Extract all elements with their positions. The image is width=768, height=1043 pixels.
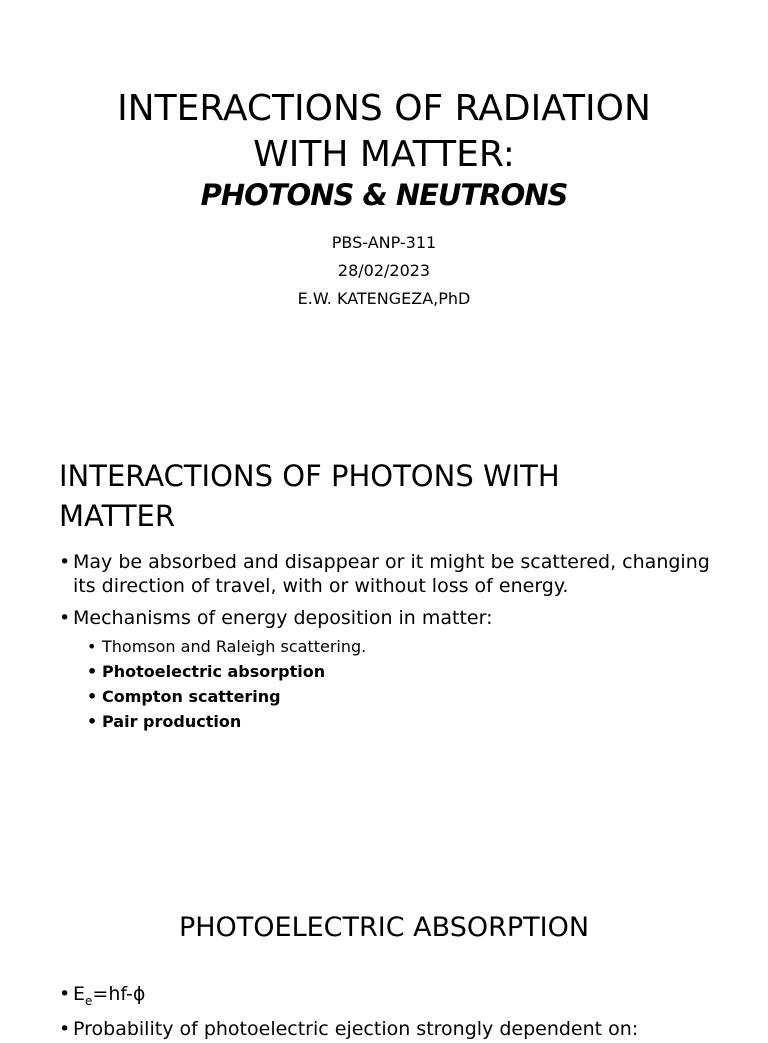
- equation-subscript: e: [85, 993, 93, 1008]
- title-meta: [0, 229, 768, 313]
- mechanism-item: • Thomson and Raleigh scattering.: [87, 634, 729, 659]
- slide-title: PHOTOELECTRIC ABSORPTION: [178, 912, 590, 943]
- bullet-list: [59, 550, 729, 742]
- photoelectric-slide: [0, 864, 768, 1040]
- equation-rhs: =hf-ϕ: [92, 983, 146, 1005]
- presentation-title: [0, 86, 768, 178]
- mechanism-list: [87, 634, 729, 734]
- bullet-item: • May be absorbed and disappear or it might be scattered, changing its direction of travel, with or without loss of energy.: [59, 550, 729, 598]
- course-code: PBS-ANP-311: [331, 233, 437, 252]
- bullet-list: [59, 980, 739, 1043]
- mechanism-item: • Compton scattering: [87, 684, 729, 709]
- photon-interactions-slide: [0, 432, 768, 864]
- bullet-item: [59, 606, 729, 734]
- equation-bullet: [59, 980, 739, 1015]
- mechanism-item: • Photoelectric absorption: [87, 659, 729, 684]
- equation-symbol: E: [73, 983, 86, 1005]
- slide-title: [59, 456, 719, 536]
- bullet-text: Mechanisms of energy deposition in matter:: [73, 607, 493, 629]
- title-line-2: WITH MATTER:: [253, 134, 515, 175]
- slide-title-line-2: MATTER: [59, 499, 175, 533]
- title-line-1: INTERACTIONS OF RADIATION: [117, 88, 651, 129]
- title-slide: [0, 0, 768, 432]
- slide-title-line-1: INTERACTIONS OF PHOTONS WITH: [59, 459, 560, 493]
- lecture-date: 28/02/2023: [337, 261, 431, 280]
- bullet-item: • Probability of photoelectric ejection strongly dependent on:: [59, 1015, 739, 1043]
- author-name: E.W. KATENGEZA,PhD: [297, 289, 471, 308]
- presentation-subtitle: PHOTONS & NEUTRONS: [200, 178, 568, 212]
- mechanism-item: • Pair production: [87, 709, 729, 734]
